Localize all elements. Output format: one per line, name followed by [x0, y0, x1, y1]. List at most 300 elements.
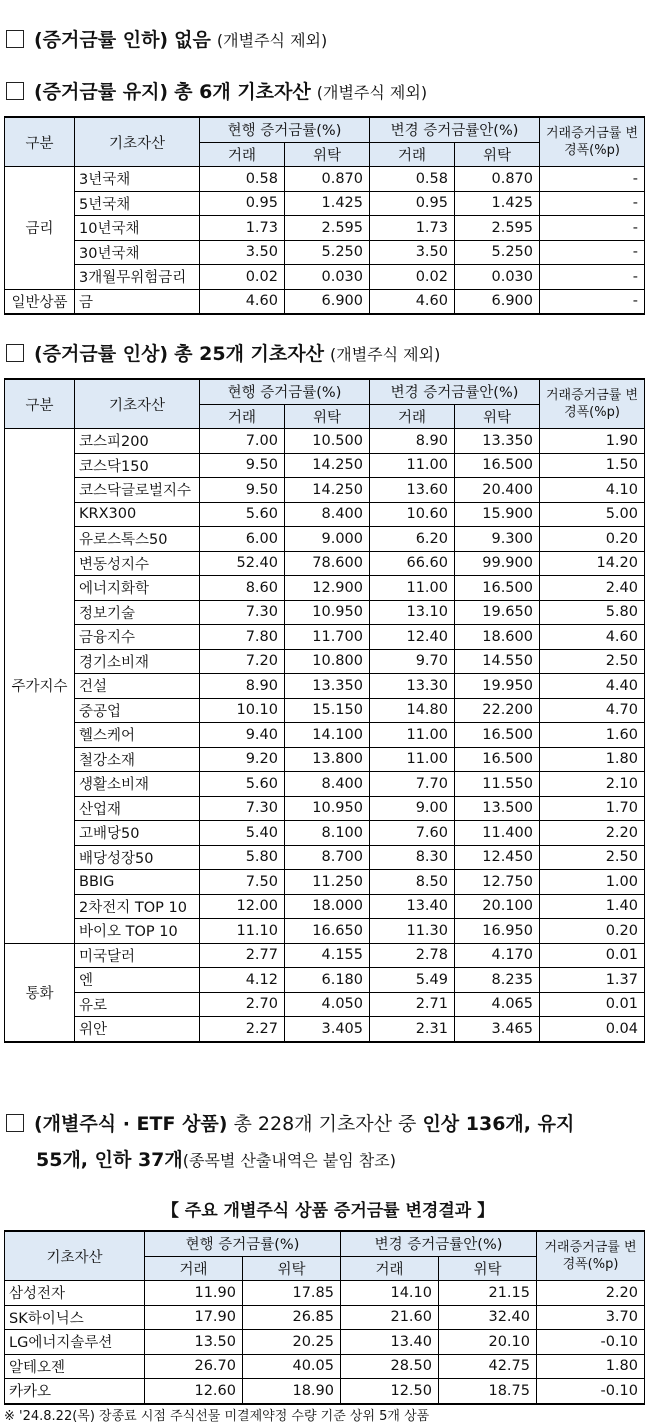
section-heading-decrease: (증거금률 인하) 없음 (개별주식 제외)	[6, 28, 327, 53]
table-row	[5, 265, 645, 290]
new-trade-value: 28.50	[341, 1354, 439, 1379]
header-trade: 거래	[341, 1256, 439, 1281]
table-row	[5, 191, 645, 216]
current-trust-value: 2.595	[285, 216, 370, 241]
table-row	[5, 968, 645, 993]
table-row	[5, 1330, 645, 1355]
table-row	[5, 992, 645, 1017]
current-trust-value: 8.400	[285, 772, 370, 797]
asset-name: 에너지화학	[75, 576, 200, 601]
current-trust-value: 13.800	[285, 747, 370, 772]
header-new: 변경 증거금률안(%)	[341, 1231, 537, 1256]
header-trade: 거래	[370, 404, 455, 429]
new-trust-value: 6.900	[455, 289, 540, 314]
new-trust-value: 8.235	[455, 968, 540, 993]
new-trust-value: 14.550	[455, 649, 540, 674]
new-trade-value: 12.50	[341, 1379, 439, 1404]
new-trust-value: 18.75	[439, 1379, 537, 1404]
header-asset: 기초자산	[75, 117, 200, 167]
footnote: ※ '24.8.22(목) 장종료 시점 주식선물 미결제약정 수량 기준 상위 5개 상품	[4, 1409, 430, 1424]
current-trade-value: 26.70	[145, 1354, 243, 1379]
new-trade-value: 7.60	[370, 821, 455, 846]
header-current: 현행 증거금률(%)	[200, 117, 370, 142]
new-trust-value: 16.500	[455, 723, 540, 748]
header-trust: 위탁	[285, 404, 370, 429]
current-trade-value: 7.00	[200, 429, 285, 454]
table-row	[5, 698, 645, 723]
new-trade-value: 21.60	[341, 1305, 439, 1330]
change-value: 1.37	[540, 968, 645, 993]
new-trade-value: 13.40	[370, 894, 455, 919]
new-trust-value: 18.600	[455, 625, 540, 650]
current-trust-value: 8.100	[285, 821, 370, 846]
table-row	[5, 894, 645, 919]
new-trust-value: 3.465	[455, 1017, 540, 1042]
asset-name: 2차전지 TOP 10	[75, 894, 200, 919]
new-trust-value: 19.650	[455, 600, 540, 625]
new-trade-value: 13.30	[370, 674, 455, 699]
new-trust-value: 0.030	[455, 265, 540, 290]
table-row	[5, 240, 645, 265]
current-trust-value: 3.405	[285, 1017, 370, 1042]
change-value: 2.20	[540, 821, 645, 846]
current-trust-value: 14.250	[285, 453, 370, 478]
header-gubun: 구분	[5, 117, 75, 167]
current-trust-value: 26.85	[243, 1305, 341, 1330]
stock-table-header	[5, 1231, 645, 1281]
current-trade-value: 7.80	[200, 625, 285, 650]
table-row	[5, 600, 645, 625]
new-trust-value: 12.450	[455, 845, 540, 870]
asset-name: 유로	[75, 992, 200, 1017]
table-row	[5, 649, 645, 674]
current-trade-value: 7.30	[200, 796, 285, 821]
asset-name: 바이오 TOP 10	[75, 919, 200, 944]
asset-name: 배당성장50	[75, 845, 200, 870]
table-row	[5, 723, 645, 748]
table-row	[5, 674, 645, 699]
current-trade-value: 8.60	[200, 576, 285, 601]
new-trust-value: 20.400	[455, 478, 540, 503]
current-trust-value: 6.900	[285, 289, 370, 314]
current-trade-value: 3.50	[200, 240, 285, 265]
current-trust-value: 10.800	[285, 649, 370, 674]
header-trust: 위탁	[455, 142, 540, 167]
asset-name: 삼성전자	[5, 1281, 145, 1306]
new-trade-value: 12.40	[370, 625, 455, 650]
new-trade-value: 13.60	[370, 478, 455, 503]
header-asset: 기초자산	[75, 379, 200, 429]
new-trade-value: 4.60	[370, 289, 455, 314]
new-trust-value: 99.900	[455, 551, 540, 576]
asset-name: 생활소비재	[75, 772, 200, 797]
table-row	[5, 429, 645, 454]
table-row	[5, 1281, 645, 1306]
new-trust-value: 13.500	[455, 796, 540, 821]
header-trust: 위탁	[243, 1256, 341, 1281]
table-row	[5, 478, 645, 503]
asset-name: 알테오젠	[5, 1354, 145, 1379]
current-trade-value: 2.27	[200, 1017, 285, 1042]
new-trade-value: 2.78	[370, 943, 455, 968]
header-trust: 위탁	[455, 404, 540, 429]
new-trust-value: 9.300	[455, 527, 540, 552]
section-heading-increase: (증거금률 인상) 총 25개 기초자산 (개별주식 제외)	[6, 342, 440, 367]
table-row	[5, 845, 645, 870]
header-trade: 거래	[370, 142, 455, 167]
change-value: -0.10	[537, 1330, 645, 1355]
stock-table-body	[5, 1281, 645, 1404]
current-trade-value: 4.60	[200, 289, 285, 314]
asset-name: KRX300	[75, 502, 200, 527]
change-value: 1.50	[540, 453, 645, 478]
new-trust-value: 13.350	[455, 429, 540, 454]
change-value: 1.90	[540, 429, 645, 454]
header-current: 현행 증거금률(%)	[145, 1231, 341, 1256]
change-value: 5.80	[540, 600, 645, 625]
new-trust-value: 5.250	[455, 240, 540, 265]
header-trust: 위탁	[439, 1256, 537, 1281]
change-value: 1.70	[540, 796, 645, 821]
change-value: 0.01	[540, 943, 645, 968]
current-trust-value: 10.950	[285, 796, 370, 821]
table-row	[5, 576, 645, 601]
change-value: 2.10	[540, 772, 645, 797]
current-trade-value: 11.90	[145, 1281, 243, 1306]
current-trust-value: 11.700	[285, 625, 370, 650]
current-trade-value: 7.20	[200, 649, 285, 674]
asset-name: 금	[75, 289, 200, 314]
change-value: -	[540, 191, 645, 216]
new-trade-value: 66.60	[370, 551, 455, 576]
asset-name: 5년국채	[75, 191, 200, 216]
asset-name: 헬스케어	[75, 723, 200, 748]
current-trust-value: 9.000	[285, 527, 370, 552]
current-trade-value: 5.40	[200, 821, 285, 846]
change-value: 0.20	[540, 919, 645, 944]
table-row	[5, 870, 645, 895]
new-trade-value: 14.80	[370, 698, 455, 723]
checkbox-icon	[6, 30, 24, 48]
current-trust-value: 15.150	[285, 698, 370, 723]
current-trust-value: 11.250	[285, 870, 370, 895]
header-current: 현행 증거금률(%)	[200, 379, 370, 404]
group-label: 주가지수	[5, 429, 75, 944]
change-value: -0.10	[537, 1379, 645, 1404]
current-trade-value: 5.60	[200, 502, 285, 527]
group-label: 통화	[5, 943, 75, 1042]
new-trust-value: 15.900	[455, 502, 540, 527]
new-trust-value: 16.950	[455, 919, 540, 944]
asset-name: 고배당50	[75, 821, 200, 846]
table-row	[5, 625, 645, 650]
current-trust-value: 13.350	[285, 674, 370, 699]
current-trade-value: 0.02	[200, 265, 285, 290]
current-trade-value: 0.58	[200, 167, 285, 192]
asset-name: 30년국채	[75, 240, 200, 265]
current-trade-value: 2.77	[200, 943, 285, 968]
new-trade-value: 8.30	[370, 845, 455, 870]
new-trust-value: 11.550	[455, 772, 540, 797]
current-trust-value: 5.250	[285, 240, 370, 265]
new-trade-value: 14.10	[341, 1281, 439, 1306]
change-value: 2.20	[537, 1281, 645, 1306]
new-trust-value: 19.950	[455, 674, 540, 699]
change-value: -	[540, 289, 645, 314]
new-trade-value: 3.50	[370, 240, 455, 265]
checkbox-icon	[6, 1114, 24, 1132]
current-trust-value: 10.950	[285, 600, 370, 625]
asset-name: BBIG	[75, 870, 200, 895]
new-trade-value: 0.95	[370, 191, 455, 216]
new-trust-value: 12.750	[455, 870, 540, 895]
change-value: 2.40	[540, 576, 645, 601]
table-row	[5, 1354, 645, 1379]
table-row	[5, 289, 645, 314]
current-trade-value: 5.60	[200, 772, 285, 797]
current-trade-value: 13.50	[145, 1330, 243, 1355]
new-trade-value: 8.90	[370, 429, 455, 454]
group-label: 금리	[5, 167, 75, 290]
current-trust-value: 12.900	[285, 576, 370, 601]
asset-name: 엔	[75, 968, 200, 993]
header-asset: 기초자산	[5, 1231, 145, 1281]
new-trust-value: 42.75	[439, 1354, 537, 1379]
current-trade-value: 7.50	[200, 870, 285, 895]
current-trust-value: 0.870	[285, 167, 370, 192]
current-trust-value: 4.050	[285, 992, 370, 1017]
header-new: 변경 증거금률안(%)	[370, 117, 540, 142]
new-trust-value: 20.100	[455, 894, 540, 919]
current-trust-value: 18.90	[243, 1379, 341, 1404]
section-heading-stocks: (개별주식 · ETF 상품) 총 228개 기초자산 중 인상 136개, 유지	[6, 1112, 574, 1136]
section-heading-stocks-line2: 55개, 인하 37개(종목별 산출내역은 붙임 참조)	[36, 1149, 396, 1171]
new-trade-value: 2.71	[370, 992, 455, 1017]
new-trust-value: 20.10	[439, 1330, 537, 1355]
change-value: -	[540, 167, 645, 192]
change-value: 14.20	[540, 551, 645, 576]
new-trade-value: 1.73	[370, 216, 455, 241]
current-trust-value: 78.600	[285, 551, 370, 576]
table-row	[5, 1379, 645, 1404]
asset-name: SK하이닉스	[5, 1305, 145, 1330]
current-trade-value: 7.30	[200, 600, 285, 625]
change-value: 1.40	[540, 894, 645, 919]
change-value: -	[540, 265, 645, 290]
new-trade-value: 0.58	[370, 167, 455, 192]
section-heading-maintain: (증거금률 유지) 총 6개 기초자산 (개별주식 제외)	[6, 80, 427, 105]
table-row	[5, 1305, 645, 1330]
change-value: 4.10	[540, 478, 645, 503]
maintain-table	[4, 116, 645, 315]
new-trust-value: 11.400	[455, 821, 540, 846]
header-gubun: 구분	[5, 379, 75, 429]
new-trade-value: 7.70	[370, 772, 455, 797]
current-trade-value: 6.00	[200, 527, 285, 552]
table-row	[5, 821, 645, 846]
current-trade-value: 2.70	[200, 992, 285, 1017]
change-value: 4.40	[540, 674, 645, 699]
change-value: 2.50	[540, 845, 645, 870]
header-trade: 거래	[200, 142, 285, 167]
header-new: 변경 증거금률안(%)	[370, 379, 540, 404]
current-trust-value: 17.85	[243, 1281, 341, 1306]
new-trade-value: 5.49	[370, 968, 455, 993]
asset-name: 금융지수	[75, 625, 200, 650]
current-trade-value: 17.90	[145, 1305, 243, 1330]
asset-name: 중공업	[75, 698, 200, 723]
table-row	[5, 167, 645, 192]
table-row	[5, 747, 645, 772]
header-trade: 거래	[145, 1256, 243, 1281]
new-trust-value: 16.500	[455, 747, 540, 772]
current-trade-value: 9.40	[200, 723, 285, 748]
current-trust-value: 40.05	[243, 1354, 341, 1379]
current-trade-value: 9.50	[200, 478, 285, 503]
current-trust-value: 14.250	[285, 478, 370, 503]
table-row	[5, 943, 645, 968]
table-row	[5, 216, 645, 241]
change-value: 1.60	[540, 723, 645, 748]
change-value: 4.60	[540, 625, 645, 650]
asset-name: 코스닥글로벌지수	[75, 478, 200, 503]
current-trust-value: 14.100	[285, 723, 370, 748]
table-row	[5, 527, 645, 552]
current-trade-value: 9.50	[200, 453, 285, 478]
asset-name: 미국달러	[75, 943, 200, 968]
change-value: 1.00	[540, 870, 645, 895]
new-trade-value: 6.20	[370, 527, 455, 552]
table-row	[5, 1017, 645, 1042]
header-trust: 위탁	[285, 142, 370, 167]
current-trade-value: 1.73	[200, 216, 285, 241]
new-trade-value: 13.10	[370, 600, 455, 625]
change-value: 0.04	[540, 1017, 645, 1042]
table-row	[5, 772, 645, 797]
increase-table-body	[5, 429, 645, 1042]
new-trade-value: 10.60	[370, 502, 455, 527]
stock-table-title: 【 주요 개별주식 상품 증거금률 변경결과 】	[161, 1201, 495, 1221]
increase-table-header	[5, 379, 645, 429]
checkbox-icon	[6, 82, 24, 100]
current-trust-value: 8.700	[285, 845, 370, 870]
asset-name: 정보기술	[75, 600, 200, 625]
new-trade-value: 11.00	[370, 453, 455, 478]
change-value: 2.50	[540, 649, 645, 674]
new-trade-value: 11.30	[370, 919, 455, 944]
new-trust-value: 4.170	[455, 943, 540, 968]
change-value: 0.01	[540, 992, 645, 1017]
current-trade-value: 12.60	[145, 1379, 243, 1404]
current-trade-value: 8.90	[200, 674, 285, 699]
asset-name: LG에너지솔루션	[5, 1330, 145, 1355]
current-trade-value: 9.20	[200, 747, 285, 772]
asset-name: 3년국채	[75, 167, 200, 192]
header-trade: 거래	[200, 404, 285, 429]
asset-name: 건설	[75, 674, 200, 699]
stock-table	[4, 1230, 645, 1405]
asset-name: 코스닥150	[75, 453, 200, 478]
increase-table	[4, 378, 645, 1043]
current-trade-value: 10.10	[200, 698, 285, 723]
new-trust-value: 4.065	[455, 992, 540, 1017]
current-trade-value: 5.80	[200, 845, 285, 870]
header-change: 거래증거금률 변경폭(%p)	[540, 117, 645, 167]
asset-name: 경기소비재	[75, 649, 200, 674]
new-trust-value: 2.595	[455, 216, 540, 241]
new-trust-value: 1.425	[455, 191, 540, 216]
change-value: 5.00	[540, 502, 645, 527]
change-value: -	[540, 216, 645, 241]
asset-name: 카카오	[5, 1379, 145, 1404]
new-trade-value: 2.31	[370, 1017, 455, 1042]
new-trust-value: 22.200	[455, 698, 540, 723]
new-trade-value: 8.50	[370, 870, 455, 895]
current-trust-value: 18.000	[285, 894, 370, 919]
current-trust-value: 16.650	[285, 919, 370, 944]
asset-name: 10년국채	[75, 216, 200, 241]
asset-name: 철강소재	[75, 747, 200, 772]
current-trust-value: 0.030	[285, 265, 370, 290]
new-trade-value: 11.00	[370, 576, 455, 601]
new-trade-value: 0.02	[370, 265, 455, 290]
current-trust-value: 6.180	[285, 968, 370, 993]
change-value: 1.80	[537, 1354, 645, 1379]
table-row	[5, 502, 645, 527]
current-trust-value: 8.400	[285, 502, 370, 527]
new-trade-value: 11.00	[370, 747, 455, 772]
new-trade-value: 9.70	[370, 649, 455, 674]
checkbox-icon	[6, 344, 24, 362]
change-value: 3.70	[537, 1305, 645, 1330]
current-trust-value: 10.500	[285, 429, 370, 454]
group-label: 일반상품	[5, 289, 75, 314]
maintain-table-header	[5, 117, 645, 167]
new-trust-value: 21.15	[439, 1281, 537, 1306]
change-value: 0.20	[540, 527, 645, 552]
new-trust-value: 0.870	[455, 167, 540, 192]
header-change: 거래증거금률 변경폭(%p)	[540, 379, 645, 429]
current-trade-value: 0.95	[200, 191, 285, 216]
asset-name: 3개월무위험금리	[75, 265, 200, 290]
change-value: 4.70	[540, 698, 645, 723]
asset-name: 변동성지수	[75, 551, 200, 576]
current-trade-value: 52.40	[200, 551, 285, 576]
asset-name: 위안	[75, 1017, 200, 1042]
current-trade-value: 11.10	[200, 919, 285, 944]
change-value: 1.80	[540, 747, 645, 772]
change-value: -	[540, 240, 645, 265]
current-trust-value: 20.25	[243, 1330, 341, 1355]
table-row	[5, 453, 645, 478]
new-trust-value: 32.40	[439, 1305, 537, 1330]
current-trust-value: 1.425	[285, 191, 370, 216]
header-change: 거래증거금률 변경폭(%p)	[537, 1231, 645, 1281]
asset-name: 산업재	[75, 796, 200, 821]
table-row	[5, 796, 645, 821]
new-trade-value: 13.40	[341, 1330, 439, 1355]
table-row	[5, 551, 645, 576]
current-trust-value: 4.155	[285, 943, 370, 968]
asset-name: 코스피200	[75, 429, 200, 454]
current-trade-value: 4.12	[200, 968, 285, 993]
current-trade-value: 12.00	[200, 894, 285, 919]
maintain-table-body	[5, 167, 645, 315]
table-row	[5, 919, 645, 944]
new-trade-value: 11.00	[370, 723, 455, 748]
new-trust-value: 16.500	[455, 453, 540, 478]
new-trade-value: 9.00	[370, 796, 455, 821]
